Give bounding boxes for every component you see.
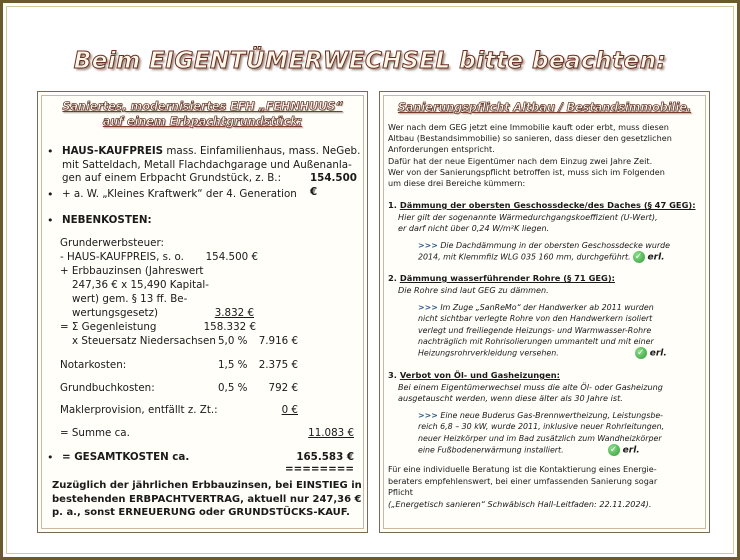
- kraftwerk-line: + a. W. „Kleines Kraftwerk“ der 4. Generation: [62, 188, 297, 200]
- section-1-note-line1: [418, 240, 702, 251]
- section-3-note-line4: [418, 444, 702, 457]
- section-2-note: [418, 302, 702, 360]
- section-3-note: [418, 410, 702, 457]
- grundbuch-rate: 0,5 %: [218, 382, 248, 394]
- footer-line: bestehenden ERBPACHTVERTRAG, aktuell nur 247,36 €: [52, 493, 362, 505]
- kaufpreis-line2: mit Satteldach, Metall Flachdachgarage und Außenanla-: [62, 158, 352, 171]
- arrow-marker: >>>: [418, 411, 438, 420]
- gst-line7-rate: 5,0 %: [218, 335, 248, 347]
- cost-panel: [37, 91, 368, 533]
- section-3-heading: Verbot von Öl- und Gasheizungen:: [399, 370, 560, 380]
- bullet-dot: •: [47, 145, 54, 158]
- gesamt-value: 165.583 €: [296, 451, 354, 463]
- section-2-title: [388, 273, 704, 284]
- section-3-number: 3.: [388, 370, 397, 380]
- intro-line: Altbau (Bestandsimmobilie) so sanieren, dass dieser den gesetzlichen: [388, 133, 672, 144]
- grundbuch-value: 792 €: [268, 382, 298, 394]
- intro-line: Dafür hat der neue Eigentümer nach dem Einzug zwei Jahre Zeit.: [388, 155, 653, 166]
- page-title: Beim EIGENTÜMERWECHSEL bitte beachten:: [73, 48, 667, 74]
- sanierung-panel: [379, 91, 710, 533]
- erledigt-label: erl.: [649, 348, 667, 359]
- gst-line3: 247,36 € x 15,490 Kapital-: [72, 279, 209, 291]
- bullet-dot: •: [47, 214, 54, 227]
- check-icon: ✓: [633, 251, 645, 263]
- footer-line: Für eine individuelle Beratung ist die Kontaktierung eines Energie-: [388, 464, 657, 474]
- arrow-marker: >>>: [418, 303, 438, 312]
- section-2-heading: Dämmung wasserführender Rohre (§ 71 GEG):: [399, 273, 615, 283]
- cost-panel-heading: [38, 99, 367, 129]
- nebenkosten-heading: NEBENKOSTEN:: [62, 214, 152, 226]
- erledigt-label: erl.: [622, 445, 640, 456]
- footer-line: beraters empfehlenswert, bei einer umfassenden Sanierung sogar: [388, 475, 658, 486]
- section-1-note-text: 2014, mit Klemmfilz WLG 035 160 mm, durchgeführt.: [418, 252, 631, 262]
- section-1-heading: Dämmung der obersten Geschossdecke/des Daches (§ 47 GEG):: [399, 200, 696, 210]
- section-3-line: Bei einem Eigentümerwechsel muss die alte Öl- oder Gasheizung: [398, 382, 663, 392]
- arrow-marker: >>>: [418, 241, 438, 250]
- section-1-note-text: Die Dachdämmung in der obersten Geschossdecke wurde: [440, 241, 670, 250]
- section-3-note-line: reich 6,8 – 30 kW, wurde 2011, inklusive neuer Rohrleitungen,: [418, 422, 665, 432]
- kaufpreis-line1: [62, 145, 362, 159]
- gst-line7-value: 7.916 €: [258, 335, 298, 347]
- section-1-note-line2: [418, 251, 702, 264]
- section-1-note: [418, 240, 702, 264]
- bullet-dot: •: [47, 188, 54, 201]
- erbpacht-footer: [52, 479, 362, 520]
- gst-line5: wertungsgesetz): [72, 307, 159, 319]
- section-3-note-line1: [418, 410, 702, 421]
- gst-line1-value: 154.500 €: [205, 251, 258, 263]
- footer-line: Pflicht: [388, 487, 413, 498]
- makler-label: Maklerprovision, entfällt z. Zt.:: [60, 404, 218, 416]
- gst-line6: = Σ Gegenleistung: [60, 321, 157, 333]
- gst-label: Grunderwerbsteuer:: [60, 237, 165, 249]
- section-2-note-line: nicht sichtbar verlegte Rohre von den Handwerkern isoliert: [418, 314, 653, 324]
- section-3-note-line: neuer Heizkörper und im Bad zusätzlich zum Wandheizkörper: [418, 433, 662, 443]
- intro-text: [388, 122, 700, 189]
- section-2-number: 2.: [388, 273, 397, 283]
- section-1-line: er darf nicht über 0,24 W/m²K liegen.: [398, 223, 550, 234]
- section-1-number: 1.: [388, 200, 397, 210]
- sanierung-heading: Sanierungspflicht Altbau / Bestandsimmobilie.: [397, 101, 692, 114]
- section-2-note-line1: [418, 302, 702, 313]
- section-3-note-text: eine Fußbodenerwärmung installiert.: [418, 445, 564, 455]
- section-2-note-text: Im Zuge „SanReMo“ der Handwerker ab 2011 wurden: [440, 303, 654, 312]
- gst-line5-value: 3.832 €: [214, 307, 254, 319]
- section-2-note-text: Heizungsrohrverkleidung versehen.: [418, 348, 559, 358]
- intro-line: Wer von der Sanierungspflicht betroffen ist, muss sich im Folgenden: [388, 166, 665, 177]
- section-3-note-text: Eine neue Buderus Gas-Brennwertheizung, Leistungsbe-: [440, 411, 664, 420]
- gst-line7: x Steuersatz Niedersachsen: [72, 335, 216, 347]
- gesamt-label: = GESAMTKOSTEN ca.: [62, 451, 190, 463]
- summe-label: = Summe ca.: [60, 427, 130, 439]
- notar-value: 2.375 €: [258, 359, 298, 371]
- section-2-note-line: verlegt und freiliegende Heizungs- und Warmwasser-Rohre: [418, 325, 652, 335]
- kaufpreis-line1-rest: mass. Einfamilienhaus, mass. NeGeb.: [163, 145, 361, 157]
- summe-value: 11.083 €: [308, 427, 354, 439]
- section-1-title: [388, 200, 704, 211]
- gst-line2: + Erbbauzinsen (Jahreswert: [60, 265, 204, 277]
- section-2-text: Die Rohre sind laut GEG zu dämmen.: [398, 285, 549, 295]
- check-icon: ✓: [635, 347, 647, 359]
- section-3-title: [388, 370, 704, 381]
- notar-rate: 1,5 %: [218, 359, 248, 371]
- cost-heading-line1: Saniertes, modernisiertes EFH „FEHNHUUS“: [62, 100, 343, 113]
- check-icon: ✓: [608, 444, 620, 456]
- intro-line: Wer nach dem GEG jetzt eine Immobilie kauft oder erbt, muss diesen: [388, 122, 669, 132]
- gesamt-double-rule: ========: [284, 463, 354, 475]
- section-2-note-line5: [418, 347, 702, 360]
- kaufpreis-bold: HAUS-KAUFPREIS: [62, 145, 164, 157]
- intro-line: um diese drei Bereiche kümmern:: [388, 178, 526, 189]
- cost-heading-line2: auf einem Erbpachtgrundstück:: [102, 115, 303, 128]
- beratung-footer: [388, 464, 700, 510]
- section-2-note-line: nachträglich mit Rohrisolierungen ummantelt und mit einer: [418, 336, 654, 346]
- erledigt-label: erl.: [647, 252, 665, 263]
- section-3-line: ausgetauscht werden, wenn diese älter als 30 Jahre ist.: [398, 393, 623, 404]
- notar-label: Notarkosten:: [60, 359, 127, 371]
- gst-line1: - HAUS-KAUFPREIS, s. o.: [60, 251, 184, 263]
- section-1-line: Hier gilt der sogenannte Wärmedurchgangskoeffizient (U-Wert),: [398, 212, 658, 222]
- gst-line6-value: 158.332 €: [203, 321, 256, 333]
- kaufpreis-value: 154.500 €: [310, 172, 357, 198]
- makler-value: 0 €: [281, 404, 298, 416]
- footer-line: Zuzüglich der jährlichen Erbbauzinsen, bei EINSTIEG in: [52, 480, 362, 491]
- footer-line: p. a., sonst ERNEUERUNG oder GRUNDSTÜCKS-KAUF.: [52, 507, 350, 518]
- section-3-text: [398, 382, 704, 404]
- footer-source: („Energetisch sanieren“ Schwäbisch Hall-Leitfaden: 22.11.2024).: [388, 498, 652, 509]
- bullet-dot: •: [47, 451, 54, 464]
- gst-line4: wert) gem. § 13 ff. Be-: [72, 293, 188, 305]
- intro-line: Anforderungen entspricht.: [388, 144, 495, 155]
- grundbuch-label: Grundbuchkosten:: [60, 382, 155, 394]
- kaufpreis-line3: gen auf einem Erbpacht Grundstück, z. B.:: [62, 172, 282, 184]
- section-1-text: [398, 212, 704, 234]
